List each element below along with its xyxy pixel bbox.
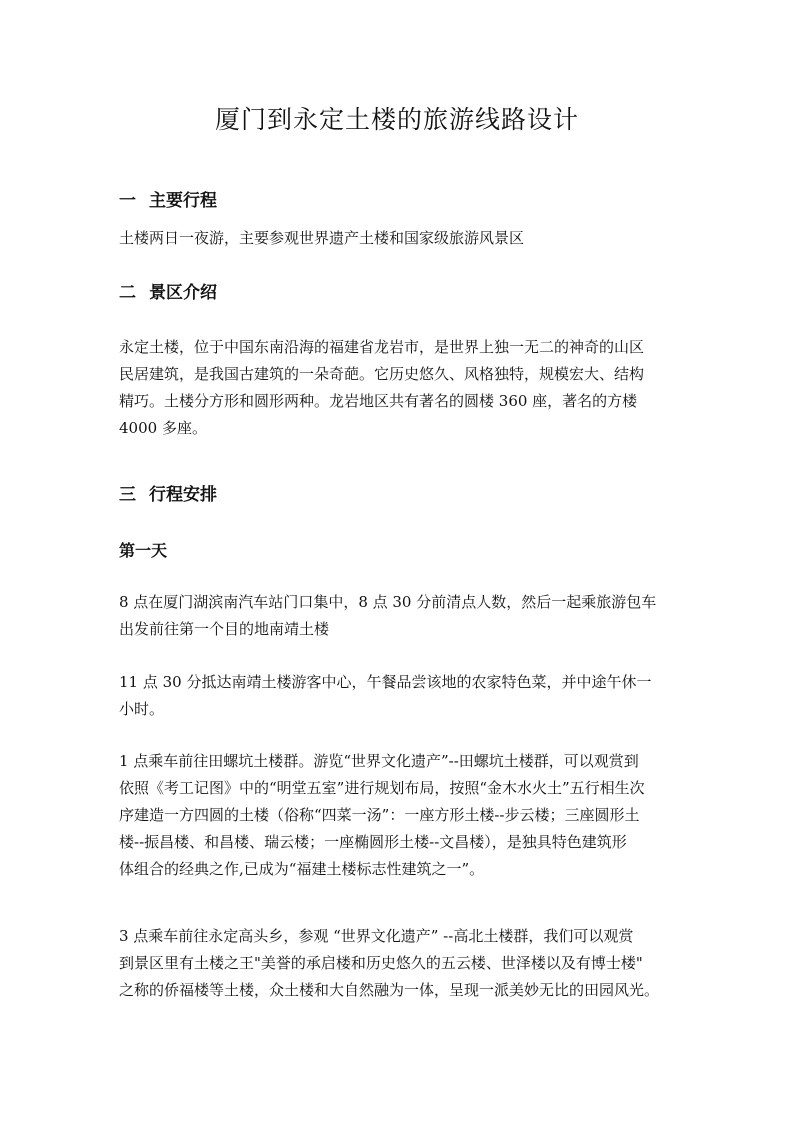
paragraph-line: 体组合的经典之作,已成为“福建土楼标志性建筑之一”。 — [119, 860, 485, 878]
schedule-paragraph-4 — [119, 923, 675, 1004]
section-title: 行程安排 — [149, 485, 217, 505]
paragraph-line: 序建造一方四圆的土楼（俗称“四菜一汤”：一座方形土楼--步云楼；三座圆形土 — [119, 806, 640, 824]
scenic-intro-paragraph — [119, 334, 675, 442]
paragraph-line: 出发前往第一个目的地南靖土楼 — [119, 620, 330, 638]
paragraph-line: 楼--振昌楼、和昌楼、瑞云楼；一座椭圆形土楼--文昌楼），是独具特色建筑形 — [119, 833, 627, 851]
paragraph-line: 8 点在厦门湖滨南汽车站门口集中，8 点 30 分前清点人数，然后一起乘旅游包车 — [119, 593, 657, 611]
paragraph-line: 到景区里有土楼之王"美誉的承启楼和历史悠久的五云楼、世泽楼以及有博士楼" — [119, 954, 643, 972]
paragraph-line: 3 点乘车前往永定高头乡，参观 “世界文化遗产” --高北土楼群，我们可以观赏 — [119, 927, 634, 945]
paragraph-line: 小时。 — [119, 700, 165, 718]
section-title: 景区介绍 — [149, 283, 217, 303]
paragraph-line: 永定土楼，位于中国东南沿海的福建省龙岩市，是世界上独一无二的神奇的山区 — [119, 338, 645, 356]
paragraph-line: 之称的侨福楼等土楼，众土楼和大自然融为一体，呈现一派美妙无比的田园风光。 — [119, 981, 660, 999]
paragraph-line: 1 点乘车前往田螺坑土楼群。游览“世界文化遗产”--田螺坑土楼群，可以观赏到 — [119, 752, 639, 770]
section-number: 二 — [119, 283, 136, 303]
section-number: 三 — [119, 485, 136, 505]
paragraph-line: 精巧。土楼分方形和圆形两种。龙岩地区共有著名的圆楼 360 座，著名的方楼 — [119, 392, 638, 410]
schedule-paragraph-1 — [119, 589, 675, 643]
paragraph-line: 依照《考工记图》中的“明堂五室”进行规划布局，按照“金木水火土”五行相生次 — [119, 779, 645, 797]
document-title: 厦门到永定土楼的旅游线路设计 — [214, 105, 579, 134]
paragraph-line: 4000 多座。 — [119, 419, 207, 437]
paragraph-line: 民居建筑，是我国古建筑的一朵奇葩。它历史悠久、风格独特，规模宏大、结构 — [119, 365, 645, 383]
day-one-heading: 第一天 — [119, 541, 168, 560]
schedule-paragraph-2 — [119, 669, 675, 723]
main-itinerary-text: 土楼两日一夜游，主要参观世界遗产土楼和国家级旅游风景区 — [119, 229, 525, 247]
section-number: 一 — [119, 191, 136, 211]
schedule-paragraph-3 — [119, 748, 675, 883]
section-main-itinerary-heading — [119, 189, 217, 213]
section-schedule-heading — [119, 483, 217, 507]
section-title: 主要行程 — [149, 191, 217, 211]
section-scenic-intro-heading — [119, 281, 217, 305]
paragraph-line: 11 点 30 分抵达南靖土楼游客中心，午餐品尝该地的农家特色菜，并中途午休一 — [119, 673, 652, 691]
